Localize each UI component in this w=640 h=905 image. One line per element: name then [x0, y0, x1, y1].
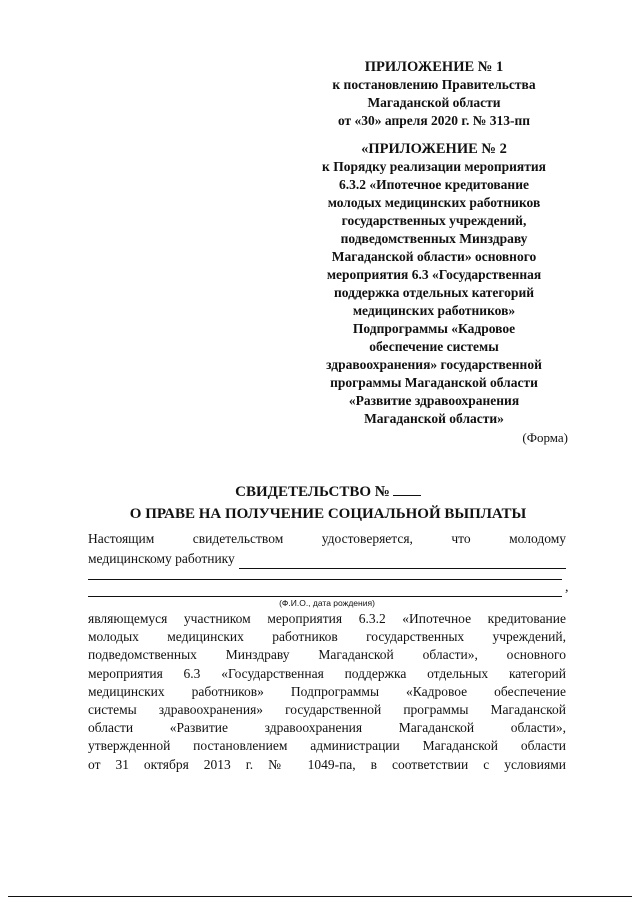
appendix-block — [300, 58, 568, 428]
sub-appendix-line: медицинских работников» — [352, 303, 516, 318]
sub-appendix-line: поддержка отдельных категорий — [334, 285, 534, 300]
certificate-title-line2: О ПРАВЕ НА ПОЛУЧЕНИЕ СОЦИАЛЬНОЙ ВЫПЛАТЫ — [129, 506, 527, 522]
body-line: области «Развитие здравоохранения Магаданской области», — [88, 720, 566, 736]
sub-appendix-line: мероприятия 6.3 «Государственная — [326, 267, 542, 282]
sub-appendix-line: молодых медицинских работников — [327, 195, 541, 210]
body-line: мероприятия 6.3 «Государственная поддержка отдельных категорий — [88, 665, 566, 681]
body-line: медицинских работников» Подпрограммы «Кадровое обеспечение — [88, 683, 566, 699]
body-line: подведомственных Минздраву Магаданской области», основного — [88, 647, 566, 663]
sub-appendix-line: программы Магаданской области — [330, 375, 538, 390]
sub-appendix-line: Магаданской области» — [364, 411, 504, 426]
form-label: (Форма) — [522, 430, 568, 445]
appendix-line: от «30» апреля 2020 г. № 313-пп — [337, 113, 531, 128]
certificate-number-blank — [393, 481, 421, 496]
appendix-heading: ПРИЛОЖЕНИЕ № 1 — [364, 59, 504, 75]
body-line: от 31 октября 2013 г. № 1049-па, в соответствии с условиями — [88, 756, 566, 772]
blank-comma: , — [565, 580, 569, 595]
recipient-blank-line — [88, 596, 562, 597]
appendix-line: к постановлению Правительства — [332, 77, 536, 92]
sub-appendix-line: государственных учреждений, — [341, 213, 527, 228]
intro-paragraph — [88, 529, 566, 569]
sub-appendix-heading: «ПРИЛОЖЕНИЕ № 2 — [361, 141, 507, 157]
body-line: являющемуся участником мероприятия 6.3.2 «Ипотечное кредитование — [88, 611, 566, 626]
sub-appendix-line: к Порядку реализации мероприятия — [322, 159, 546, 174]
sub-appendix-line: подведомственных Минздраву — [340, 231, 528, 246]
certificate-title — [90, 481, 566, 525]
certificate-title-line1: СВИДЕТЕЛЬСТВО № — [235, 484, 390, 500]
appendix-line: Магаданской области — [367, 95, 501, 110]
sub-appendix-line: Подпрограммы «Кадровое — [352, 321, 516, 336]
intro-line1: Настоящим свидетельством удостоверяется, что молодому — [88, 531, 566, 546]
recipient-name-blank — [239, 554, 566, 569]
sub-appendix-line: Магаданской области» основного — [331, 249, 537, 264]
sub-appendix-line: 6.3.2 «Ипотечное кредитование — [339, 177, 529, 192]
body-line: молодых медицинских работников государственных учреждений, — [88, 629, 566, 645]
body-paragraph — [88, 610, 566, 774]
page-bottom-rule — [8, 896, 632, 897]
body-line: утвержденной постановлением администрации Магаданской области — [88, 738, 566, 754]
sub-appendix-line: «Развитие здравоохранения — [348, 393, 520, 408]
blank-caption: (Ф.И.О., дата рождения) — [279, 598, 375, 608]
intro-line2: медицинскому работнику — [88, 551, 235, 566]
sub-appendix-line: обеспечение системы — [369, 339, 499, 354]
body-line: системы здравоохранения» государственной программы Магаданской — [88, 702, 566, 718]
recipient-blank-line — [88, 579, 562, 580]
sub-appendix-line: здравоохранения» государственной — [326, 357, 542, 372]
